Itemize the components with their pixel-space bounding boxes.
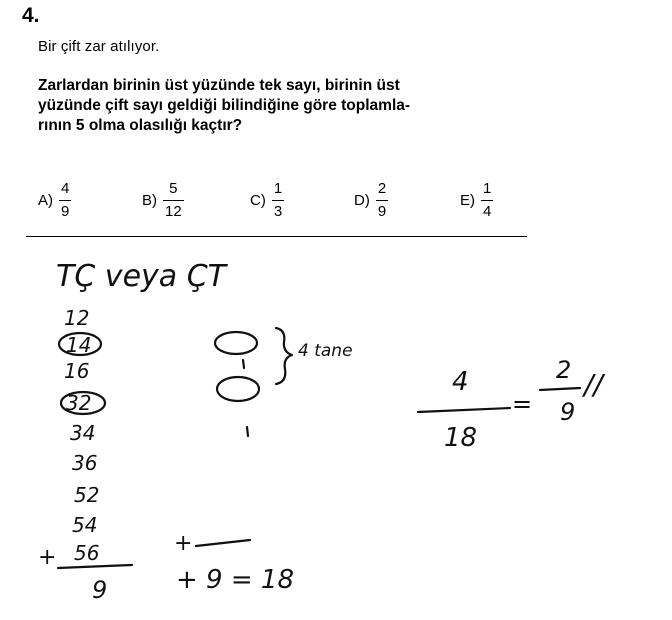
option-b-label: B) bbox=[142, 191, 157, 209]
blank-circle-mark bbox=[217, 377, 259, 401]
question-intro: Bir çift zar atılıyor. bbox=[38, 38, 160, 55]
hw-ratio-num: 4 bbox=[452, 367, 469, 397]
hw-ratio-result-num: 2 bbox=[556, 356, 572, 384]
option-e-denominator: 4 bbox=[483, 202, 492, 220]
hw-pair: 34 bbox=[70, 421, 96, 445]
option-d-label: D) bbox=[354, 191, 370, 209]
hw-second-line: + 9 = 18 bbox=[176, 565, 294, 595]
tick-mark bbox=[243, 360, 244, 368]
stem-line-2: yüzünde çift sayı geldiği bilindiğine göre toplamla- bbox=[38, 97, 411, 114]
stem-line-3: rının 5 olma olasılığı kaçtır? bbox=[38, 117, 243, 134]
hw-header: TÇ veya ÇT bbox=[56, 259, 226, 294]
hw-pair: 14 bbox=[66, 333, 92, 357]
hw-ratio-equals: = bbox=[512, 390, 533, 418]
hw-ratio-den: 18 bbox=[444, 423, 478, 453]
curly-brace bbox=[276, 328, 292, 384]
sum-line bbox=[58, 565, 132, 568]
blank-circle-mark bbox=[215, 332, 257, 354]
hw-pairs-column bbox=[64, 306, 99, 565]
hw-pair: 32 bbox=[66, 391, 92, 415]
hw-pair: 36 bbox=[72, 451, 98, 475]
hw-sum-plus: + bbox=[38, 545, 57, 570]
ratio-fraction-bar bbox=[418, 408, 510, 412]
option-a-denominator: 9 bbox=[61, 202, 70, 220]
hw-sum-result: 9 bbox=[92, 576, 108, 604]
option-c-label: C) bbox=[250, 191, 266, 209]
hw-pair: 54 bbox=[72, 513, 98, 537]
option-d-denominator: 9 bbox=[377, 202, 387, 220]
hw-pair: 12 bbox=[64, 306, 90, 330]
option-c-denominator: 3 bbox=[273, 202, 283, 220]
hw-plus-blank: + bbox=[174, 531, 193, 556]
option-a-label: A) bbox=[38, 191, 53, 209]
hw-pair: 52 bbox=[74, 483, 100, 507]
blank-line bbox=[196, 540, 250, 546]
option-b-denominator: 12 bbox=[165, 202, 182, 220]
option-b-numerator: 5 bbox=[169, 179, 178, 197]
option-e-numerator: 1 bbox=[483, 179, 492, 197]
option-e-label: E) bbox=[460, 191, 475, 209]
stem-line-1: Zarlardan birinin üst yüzünde tek sayı, birinin üst bbox=[38, 77, 400, 94]
tick-mark bbox=[247, 427, 248, 436]
option-c-numerator: 1 bbox=[273, 179, 283, 197]
hw-pair: 16 bbox=[64, 359, 90, 383]
hw-ratio-result-den: 9 bbox=[560, 398, 576, 426]
hw-pair: 56 bbox=[74, 541, 100, 565]
hw-brace-note: 4 tane bbox=[298, 341, 353, 361]
option-a-numerator: 4 bbox=[61, 179, 70, 197]
option-d-numerator: 2 bbox=[377, 179, 387, 197]
hw-final-mark: // bbox=[584, 368, 603, 401]
result-fraction-bar bbox=[540, 388, 580, 390]
question-number: 4. bbox=[22, 4, 40, 27]
